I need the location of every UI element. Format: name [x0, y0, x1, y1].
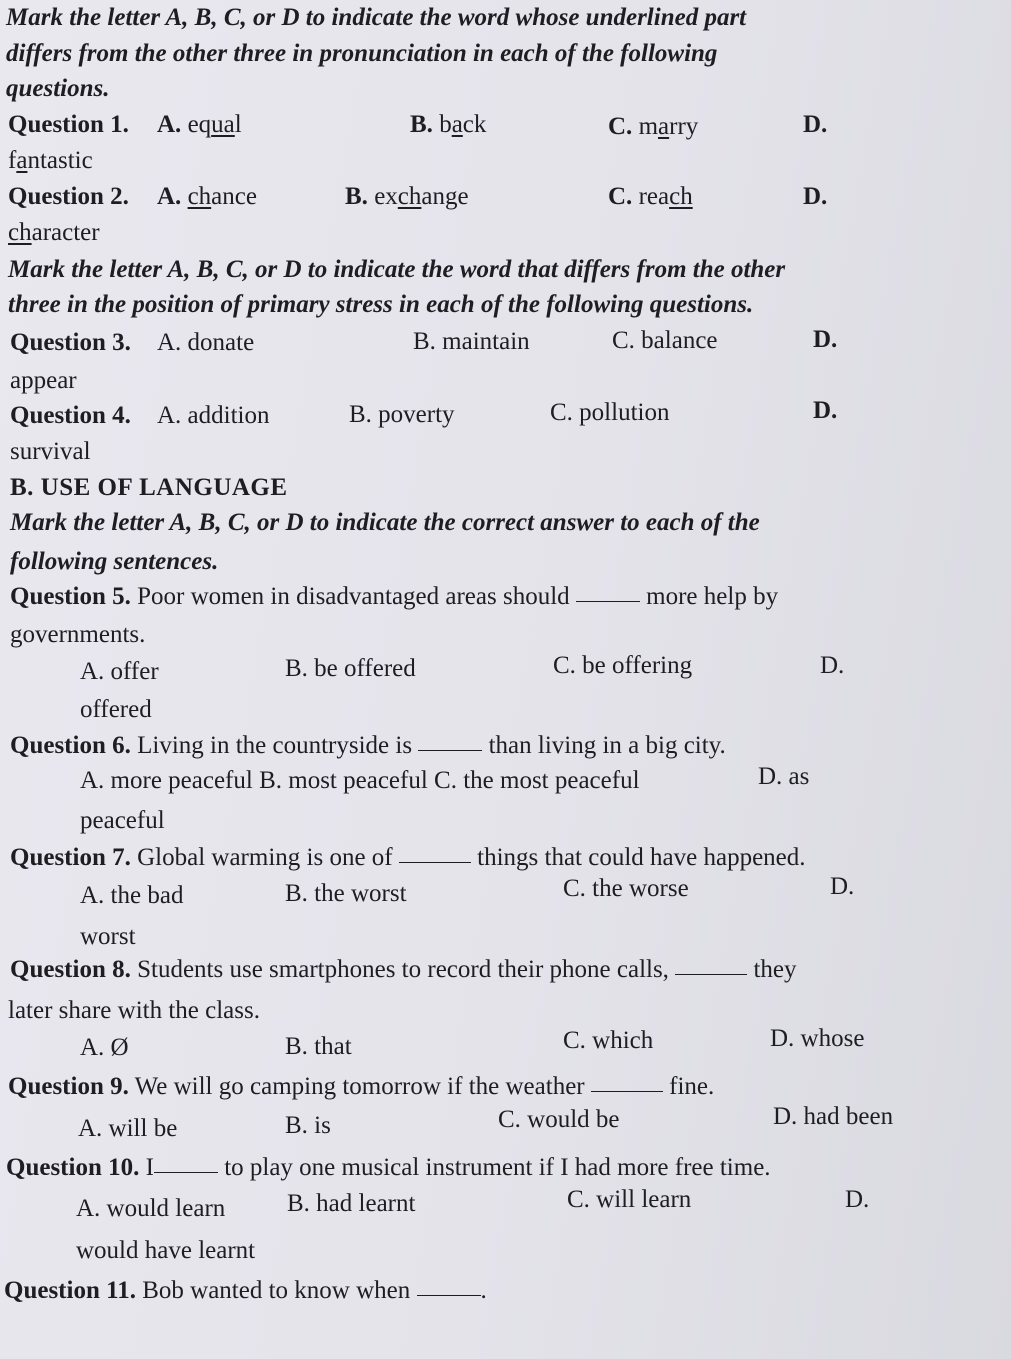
q7-option-a: A. the bad — [80, 882, 184, 909]
q2-label: Question 2. — [8, 183, 129, 210]
q1-label: Question 1. — [8, 111, 129, 138]
q3-option-d: appear — [10, 367, 77, 394]
q2-option-d: character — [8, 219, 100, 246]
q5-option-d: offered — [80, 696, 152, 723]
q7-option-d: worst — [80, 923, 136, 950]
instruction-line: three in the position of primary stress in each of the following questions. — [8, 291, 754, 318]
q7-option-b: B. the worst — [285, 880, 407, 907]
q10-option-d: would have learnt — [76, 1237, 256, 1264]
q7-option-d-letter: D. — [830, 873, 855, 900]
q7-option-c: C. the worse — [563, 875, 689, 902]
q11-stem: Question 11. Bob wanted to know when . — [4, 1277, 487, 1304]
q1-option-b: B. back — [410, 111, 487, 138]
q1-option-c: C. marry — [608, 113, 699, 140]
instruction-line: following sentences. — [10, 548, 219, 575]
q2-option-b: B. exchange — [345, 183, 469, 210]
instruction-line: differs from the other three in pronunciation in each of the following — [6, 40, 718, 67]
q8-option-a: A. Ø — [80, 1034, 129, 1061]
q4-label: Question 4. — [10, 402, 131, 429]
q6-options: A. more peaceful B. most peaceful C. the most peaceful — [80, 767, 640, 794]
q10-option-d-letter: D. — [845, 1186, 870, 1213]
q7-stem: Question 7. Global warming is one of things that could have happened. — [10, 844, 806, 871]
q3-option-b: B. maintain — [413, 328, 530, 355]
q8-option-d: D. whose — [770, 1025, 865, 1052]
q8-stem-continued: later share with the class. — [8, 997, 260, 1024]
q2-option-c: C. reach — [608, 183, 693, 210]
q3-option-a: A. donate — [157, 329, 255, 356]
q8-option-b: B. that — [285, 1033, 352, 1060]
instruction-line: Mark the letter A, B, C, or D to indicate the word that differs from the other — [8, 256, 786, 283]
q5-option-d-letter: D. — [820, 652, 845, 679]
q4-option-a: A. addition — [157, 402, 270, 429]
q4-option-d: survival — [10, 438, 91, 465]
q1-option-a: A. equal — [157, 111, 242, 138]
q10-stem: Question 10. I to play one musical instrument if I had more free time. — [6, 1154, 771, 1181]
q6-option-d: peaceful — [80, 807, 165, 834]
q1-option-d: fantastic — [8, 147, 93, 174]
q9-option-c: C. would be — [498, 1106, 620, 1133]
q2-option-a: A. chance — [157, 183, 257, 210]
q4-option-d-letter: D. — [813, 397, 838, 424]
q3-label: Question 3. — [10, 329, 131, 356]
q5-option-c: C. be offering — [553, 652, 693, 679]
q5-stem-continued: governments. — [10, 621, 146, 648]
q3-option-d-letter: D. — [813, 326, 838, 353]
q6-option-d-letter: D. as — [758, 763, 810, 790]
q6-stem: Question 6. Living in the countryside is than living in a big city. — [10, 732, 726, 759]
instruction-line: Mark the letter A, B, C, or D to indicate the word whose underlined part — [6, 4, 747, 31]
q10-option-a: A. would learn — [76, 1195, 226, 1222]
q9-stem: Question 9. We will go camping tomorrow if the weather fine. — [8, 1073, 715, 1100]
q4-option-c: C. pollution — [550, 399, 670, 426]
q5-option-a: A. offer — [80, 658, 159, 685]
instruction-line: Mark the letter A, B, C, or D to indicate the correct answer to each of the — [10, 509, 760, 536]
q8-option-c: C. which — [563, 1027, 654, 1054]
q4-option-b: B. poverty — [349, 401, 455, 428]
q1-option-d-letter: D. — [803, 111, 828, 138]
q9-option-d: D. had been — [773, 1103, 894, 1130]
q9-option-a: A. will be — [78, 1115, 178, 1142]
section-heading: B. USE OF LANGUAGE — [10, 474, 288, 501]
instruction-line: questions. — [6, 75, 110, 102]
q5-stem: Question 5. Poor women in disadvantaged areas should more help by — [10, 583, 779, 610]
q2-option-d-letter: D. — [803, 183, 828, 210]
q5-option-b: B. be offered — [285, 655, 416, 682]
q9-option-b: B. is — [285, 1112, 331, 1139]
q10-option-b: B. had learnt — [287, 1190, 416, 1217]
q8-stem: Question 8. Students use smartphones to record their phone calls, they — [10, 956, 797, 983]
q3-option-c: C. balance — [612, 327, 718, 354]
q10-option-c: C. will learn — [567, 1186, 692, 1213]
